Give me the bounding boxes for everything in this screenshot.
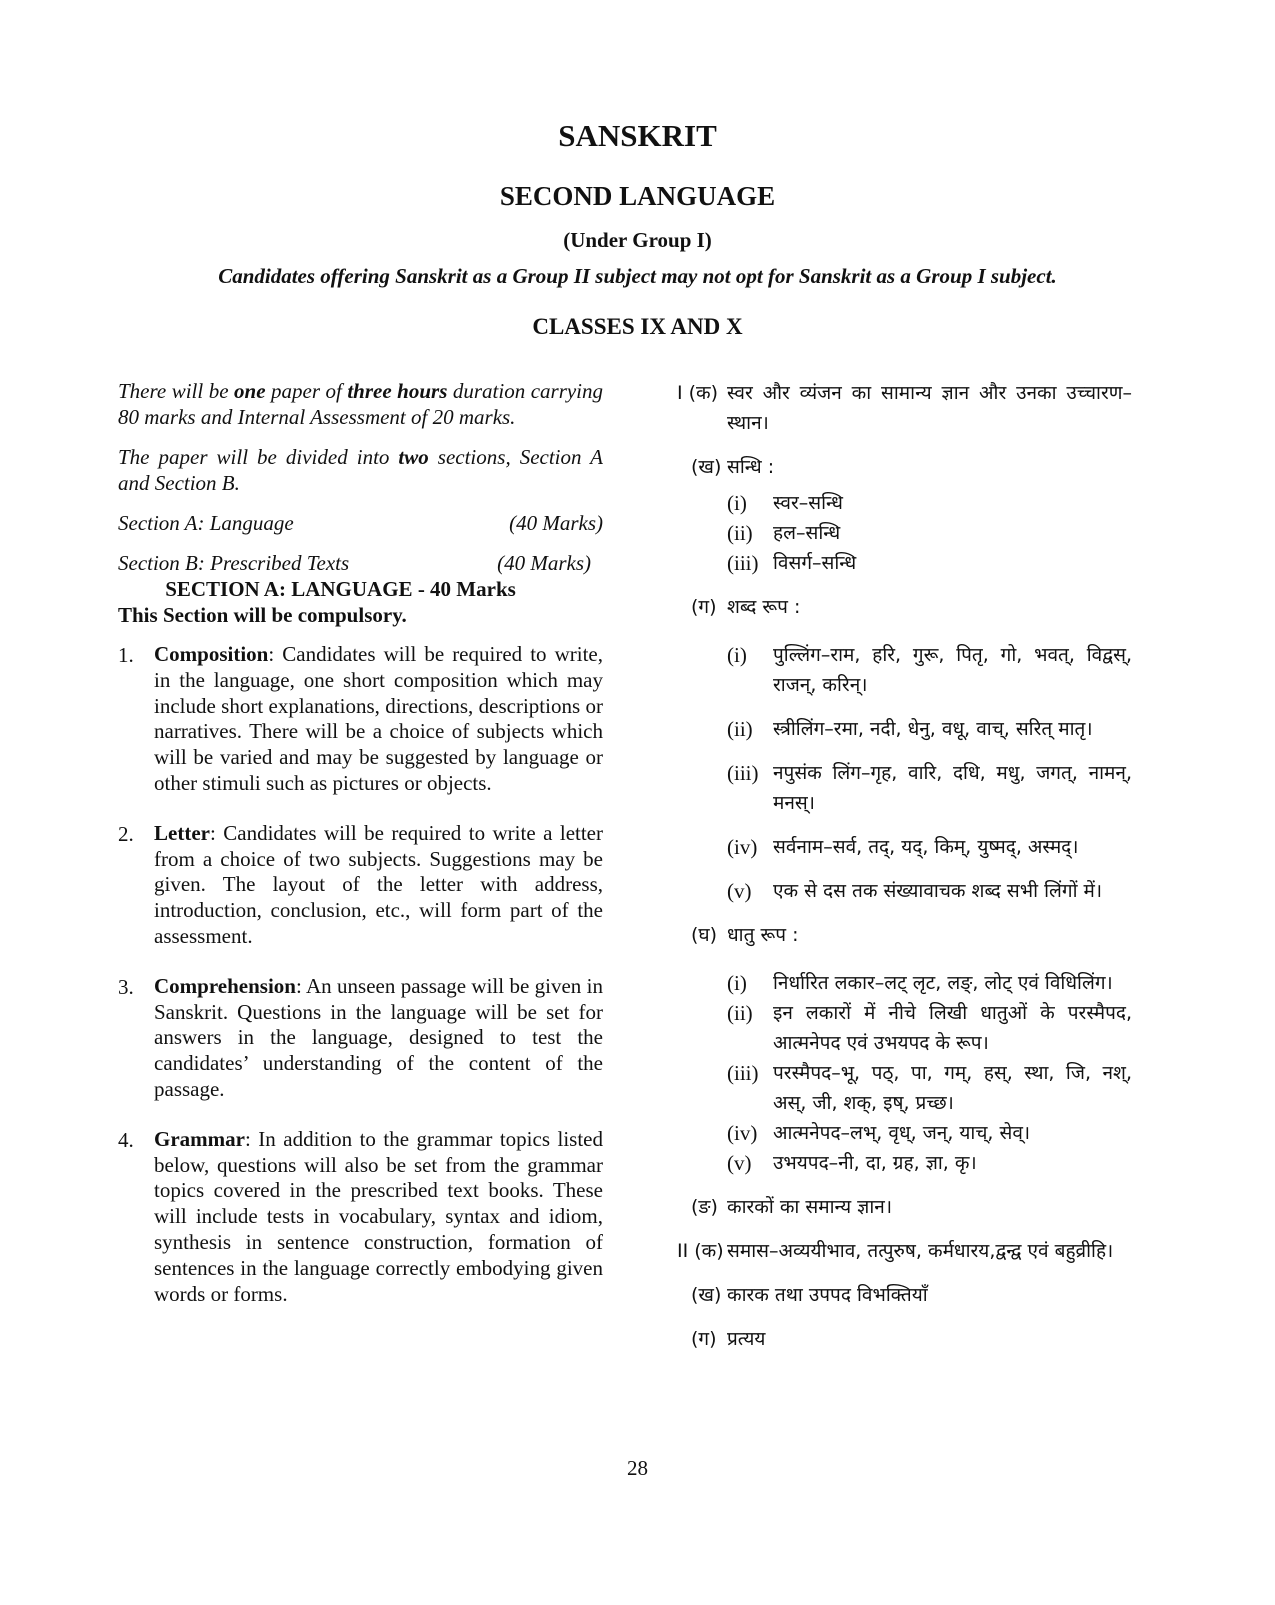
item-heading: Composition [154,642,269,666]
intro-paragraph-2: The paper will be divided into two sections, Section A and Section B. [118,445,603,495]
topic-I-ka: I (क) स्वर और व्यंजन का सामान्य ज्ञान और उनका उच्चारण–स्थान। [677,382,1132,434]
section-a-marks: (40 Marks) [509,511,603,535]
topic-gha: (घ) धातु रूप : [691,924,799,946]
shabd-item: (iv) सर्वनाम–सर्व, तद्, यद्, किम्, युष्मद्, अस्मद्। [727,835,1079,859]
intro-paragraph-1: There will be one paper of three hours duration carrying 80 marks and Internal Assessment of 20 marks. [118,379,604,429]
page-subtitle: SECOND LANGUAGE [499,181,776,211]
item-number: 1. [118,643,134,667]
item-text: : Candidates will be required to write a letter from a choice of two subjects. Suggestions may be given. The layout of the letter with address, introduction, conclusion, etc., will form part of the assessment. [154,820,603,948]
dhatu-item: (v) उभयपद–नी, दा, ग्रह, ज्ञा, कृ। [727,1151,977,1175]
topic-kha: (ख) सन्धि : [691,456,775,478]
list-item [118,974,603,1103]
shabd-item: (iii) नपुसंक लिंग–गृह, वारि, दधि, मधु, जगत्, नामन्, मनस्। [727,761,1132,814]
list-item [118,1127,603,1308]
item-heading: Grammar [154,1126,245,1151]
topic-II-kha: (ख) कारक तथा उपपद विभक्तियाँ [691,1284,928,1306]
item-text: : An unseen passage will be given in Sanskrit. Questions in the language will be set for answers in the language, designed to test the candidates’ understanding of the content of the passage. [154,973,603,1101]
item-text: : In addition to the grammar topics listed below, questions will also be set from the grammar topics covered in the prescribed text books. These will include tests in vocabulary, syntax and idiom, synthesis in sentence construction, formation of sentences in the language correctly embodying given words or forms. [154,1126,603,1306]
item-number: 2. [118,821,134,846]
list-item [118,642,603,797]
dhatu-item: (ii) इन लकारों में नीचे लिखी धातुओं के परस्मैपद, आत्मनेपद एवं उभयपद के रूप। [727,1001,1132,1054]
section-b-row [118,550,603,576]
item-heading: Comprehension [154,973,296,998]
right-column [677,378,1132,1354]
item-number: 3. [118,974,134,999]
section-a-row [118,510,603,536]
page-number: 28 [627,1456,648,1480]
classes-heading: CLASSES IX AND X [532,314,743,339]
dhatu-item: (iv) आत्मनेपद–लभ्, वृध्, जन्, याच्, सेव्। [727,1121,1031,1145]
left-column [118,378,603,1307]
shabd-item: (ii) स्त्रीलिंग–रमा, नदी, धेनु, वधू, वाच्, सरित् मातृ। [727,717,1093,741]
dhatu-item: (i) निर्धारित लकार–लट् लृट, लङ्, लोट् एवं विधिलिंग। [727,971,1113,995]
dhatu-item: (iii) परस्मैपद–भू, पठ्, पा, गम्, हस्, स्था, जि, नश्, अस्, जी, शक्, इष्, प्रच्छ। [727,1061,1132,1114]
section-a-heading: SECTION A: LANGUAGE - 40 Marks [165,577,516,601]
topic-ga: (ग) शब्द रूप : [691,596,801,618]
group-label: (Under Group I) [563,228,712,252]
page-title: SANSKRIT [558,118,717,153]
section-a-name: Section A: Language [118,511,294,535]
sandhi-item: (ii) हल–सन्धि [727,521,841,545]
item-number: 4. [118,1127,134,1152]
section-b-name: Section B: Prescribed Texts [118,551,350,575]
list-item [118,821,603,950]
sandhi-item: (iii) विसर्ग–सन्धि [727,551,857,575]
item-text: : Candidates will be required to write, in the language, one short composition which may include short explanations, directions, descriptions or narratives. There will be a choice of subjects which will be varied and may be suggested by language or other stimuli such as pictures or objects. [154,642,603,795]
topic-II-ka: II (क) समास–अव्ययीभाव, तत्पुरुष, कर्मधारय,द्वन्द्व एवं बहुव्रीहि। [677,1240,1114,1262]
sandhi-item: (i) स्वर–सन्धि [727,491,843,515]
item-heading: Letter [154,820,210,845]
shabd-item: (i) पुल्लिंग–राम, हरि, गुरू, पितृ, गो, भवत्, विद्वस्, राजन्, करिन्। [727,643,1132,696]
topic-da: (ङ) कारकों का समान्य ज्ञान। [691,1196,893,1218]
topic-II-ga: (ग) प्रत्यय [691,1328,766,1350]
shabd-item: (v) एक से दस तक संख्यावाचक शब्द सभी लिंगों में। [727,879,1103,903]
compulsory-note: This Section will be compulsory. [118,603,407,627]
group-note: Candidates offering Sanskrit as a Group II subject may not opt for Sanskrit as a Group I subject. [218,264,1057,288]
section-b-marks: (40 Marks) [497,551,591,575]
